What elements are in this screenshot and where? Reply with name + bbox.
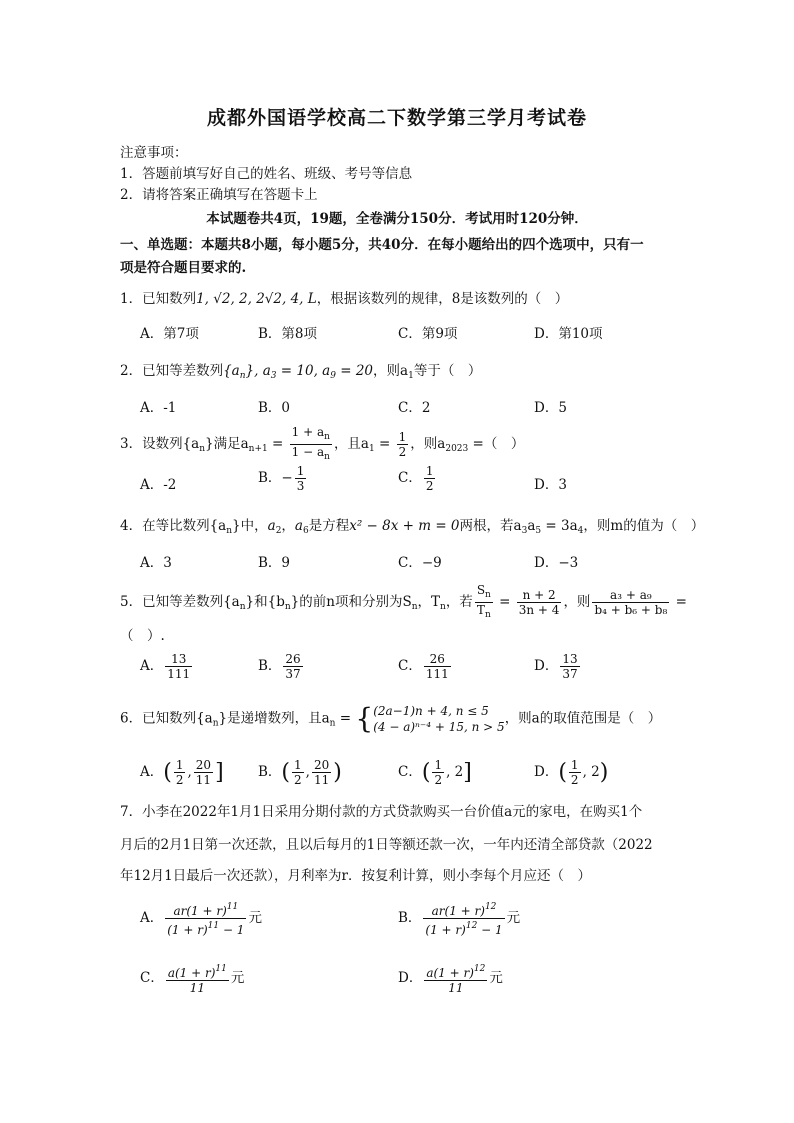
question-7-line-2: 月后的2月1日第一次还款，且以后每月的1日等额还款一次，一年内还清全部贷款（2022 (120, 837, 653, 853)
question-6: 6．已知数列$\{a_n\}$是递增数列，且$a_n = \{(2a-1)n + 4$, n ≤ 5 (4 − a)ⁿ⁻⁴ + 15, n > 5，则a的取值范围是（ ） (120, 702, 662, 735)
q3-option-b: B．− $\frac{1}{3}$ (258, 464, 305, 493)
section-1-heading-cont: 项是符合题目要求的. (120, 260, 247, 276)
q6-option-c: C．( $\frac{1}{2}$ , 2] (398, 758, 472, 787)
q5-target-fraction: $\frac{\text{a₃ + a₉}}{\text{b₄ + b₆ + b₈}}$ (594, 588, 668, 617)
question-4: 4．在等比数列$\{a_n\}$中，$a_2$，$a_6$是方程x² − 8x + m = 0两根，若$a_3a_5 = 3a_4$，则m的值为（ ） (120, 518, 705, 536)
q5-option-a: A． $\frac{13}{111}$ (140, 652, 191, 681)
q7-option-c: C． $\frac{a(1 + r)^{11}}{11}$ 元 (140, 964, 245, 995)
q1-option-a: A．第7项 (140, 326, 199, 342)
q3-option-d: D．3 (534, 477, 567, 493)
question-5-blank: （ ）. (120, 628, 165, 644)
q2-option-b: B．0 (258, 400, 291, 416)
notice-item-1: 1．答题前填写好自己的姓名、班级、考号等信息 (120, 166, 413, 182)
q7-option-a: A． $\frac{ar(1 + r)^{11}}{(1 + r)^{11} - 1}$ 元 (140, 902, 262, 937)
q3-option-a: A．-2 (140, 477, 177, 493)
q1-option-b: B．第8项 (258, 326, 318, 342)
q4-option-c: C．−9 (398, 555, 442, 571)
q6-option-d: D．( $\frac{1}{2}$ , 2) (534, 758, 609, 787)
q1-sequence: 1, √2, 2, 2√2, 4, L (196, 291, 317, 307)
section-1-heading: 一、单选题：本题共8小题，每小题5分，共40分．在每小题给出的四个选项中，只有一 (120, 237, 644, 253)
question-5: 5．已知等差数列$\{a_n\}$和$\{b_n\}$的前n项和分别为$S_n$，$T_n$，若 $\frac{S_n}{T_n}$ = $\frac{n + 2}{3n + 4}$ ，则 $\frac{\text{a₃ + a₉}}{\text{b₄ + b₆ + b₈}}$ = (120, 583, 687, 620)
question-3: 3．设数列$\{a_n\}$满足$a_{n+1}$ = $\frac{1 + a_n}{1 - a_n}$ ，且$a_1$ = $\frac{1}{2}$ ，则$a_{2023}$ =（ ） (120, 425, 525, 462)
q6-piecewise: (2a−1)n + 4, n ≤ 5 (4 − a)ⁿ⁻⁴ + 15, n > 5 (373, 704, 505, 734)
q7-option-d: D． $\frac{a(1 + r)^{12}}{11}$ 元 (398, 964, 503, 995)
question-1: 1．已知数列1, √2, 2, 2√2, 4, L，根据该数列的规律，8是该数列的（ ） (120, 291, 569, 307)
question-7-line-3: 年12月1日最后一次还款），月利率为r．按复利计算，则小李每个月应还（ ） (120, 868, 591, 884)
q2-option-d: D．5 (534, 400, 567, 416)
q6-option-b: B．( $\frac{1}{2}$ , $\frac{20}{11}$ ) (258, 758, 342, 787)
q4-option-b: B．9 (258, 555, 291, 571)
exam-summary: 本试题卷共4页，19题，全卷满分150分．考试用时120分钟． (206, 211, 588, 227)
piecewise-brace-icon: { (355, 702, 374, 735)
q5-option-b: B． $\frac{26}{37}$ (258, 652, 301, 681)
q3-recurrence-fraction: $\frac{1 + a_n}{1 - a_n}$ (291, 425, 330, 462)
q3-option-c: C． $\frac{1}{2}$ (398, 464, 434, 493)
q5-ratio-fraction: $\frac{S_n}{T_n}$ (476, 583, 491, 620)
question-2: 2．已知等差数列$\{a_n\}$, $a_3 = 10$, $a_9 = 20$，则$a_1$等于（ ） (120, 363, 482, 381)
page-title: 成都外国语学校高二下数学第三学月考试卷 (206, 107, 587, 129)
q1-option-c: C．第9项 (398, 326, 458, 342)
q6-option-a: A．( $\frac{1}{2}$ , $\frac{20}{11}$ ] (140, 758, 224, 787)
q5-option-d: D． $\frac{13}{37}$ (534, 652, 578, 681)
q2-option-a: A．-1 (140, 400, 177, 416)
q4-option-d: D．−3 (534, 555, 579, 571)
q7-option-b: B． $\frac{ar(1 + r)^{12}}{(1 + r)^{12} - 1}$ 元 (398, 902, 521, 937)
question-7-line-1: 7．小李在2022年1月1日采用分期付款的方式贷款购买一台价值a元的家电，在购买1个 (120, 804, 643, 820)
q5-option-c: C． $\frac{26}{111}$ (398, 652, 449, 681)
q1-option-d: D．第10项 (534, 326, 603, 342)
q3-initial-fraction: $\frac{1}{2}$ (398, 430, 407, 459)
notice-heading: 注意事项： (120, 145, 188, 161)
q2-option-c: C．2 (398, 400, 431, 416)
notice-item-2: 2．请将答案正确填写在答题卡上 (120, 187, 318, 203)
q4-option-a: A．3 (140, 555, 172, 571)
